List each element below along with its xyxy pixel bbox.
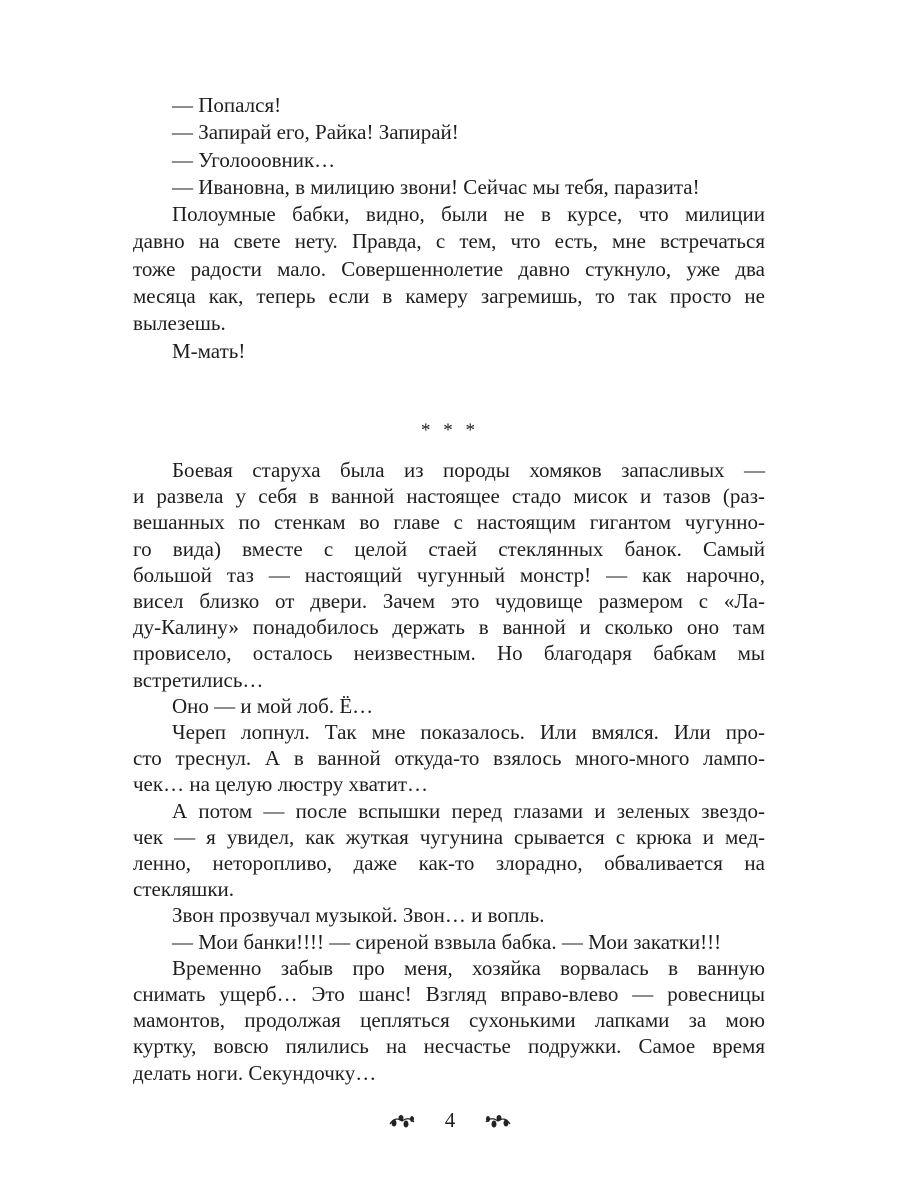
text-line: сто треснул. А в ванной откуда-то взялось много-много лампо- — [133, 746, 765, 771]
text-line: — Ивановна, в милицию звони! Сейчас мы тебя, паразита! — [172, 174, 700, 199]
text-line: куртку, вовсю пялились на несчастье подружки. Самое время — [133, 1034, 765, 1059]
paragraph — [133, 92, 765, 119]
paragraph — [133, 119, 765, 146]
text-line: го вида) вместе с целой стаей стеклянных банок. Самый — [133, 536, 765, 561]
text-line: А потом — после вспышки перед глазами и зеленых звездо- — [172, 798, 765, 823]
text-line: вешанных по стенкам во главе с настоящим гигантом чугунно- — [133, 510, 765, 535]
text-line: ленно, неторопливо, даже как-то злорадно, обваливается на — [133, 851, 765, 876]
text-line: вылезешь. — [133, 311, 226, 336]
leaf-ornament-left-icon — [389, 1112, 415, 1130]
text-line: — Уголооовник… — [172, 147, 336, 172]
text-line: чек — я увидел, как жуткая чугунина срывается с крюка и мед- — [133, 824, 765, 849]
text-line: давно на свете нету. Правда, с тем, что есть, мне встречаться — [133, 229, 765, 254]
section-separator: * * * — [421, 420, 479, 441]
text-line: провисело, осталось неизвестным. Но благодаря бабкам мы — [133, 641, 765, 666]
text-line: месяца как, теперь если в камеру загремишь, то так просто не — [133, 284, 765, 309]
text-line: Оно — и мой лоб. Ё… — [172, 693, 374, 718]
text-line: большой таз — настоящий чугунный монстр! — как нарочно, — [133, 562, 765, 587]
text-line: Череп лопнул. Так мне показалось. Или вмялся. Или про- — [172, 720, 765, 745]
paragraph — [133, 929, 765, 955]
text-line: делать ноги. Секундочку… — [133, 1060, 377, 1085]
paragraph — [133, 902, 765, 928]
text-line: мамонтов, продолжая цепляться сухонькими лапками за мою — [133, 1008, 765, 1033]
text-line: встретились… — [133, 667, 264, 692]
page-number: 4 — [444, 1108, 456, 1132]
text-line: Полоумные бабки, видно, были не в курсе, что милиции — [172, 202, 765, 227]
text-line: снимать ущерб… Это шанс! Взгляд вправо-влево — ровесницы — [133, 982, 765, 1007]
text-line: тоже радости мало. Совершеннолетие давно стукнуло, уже два — [133, 256, 765, 281]
paragraph — [133, 147, 765, 174]
paragraph — [133, 457, 765, 693]
page-footer — [0, 1108, 900, 1133]
paragraph — [133, 955, 765, 1086]
text-block-dialogue — [133, 92, 765, 365]
text-line: ду-Калину» понадобилось держать в ванной и сколько оно там — [133, 615, 765, 640]
paragraph — [133, 719, 765, 798]
paragraph — [133, 174, 765, 201]
text-line: чек… на целую люстру хватит… — [133, 772, 429, 797]
text-line: М-мать! — [172, 338, 246, 363]
paragraph — [133, 201, 765, 337]
paragraph — [133, 693, 765, 719]
text-block-main — [133, 457, 765, 1086]
paragraph — [133, 798, 765, 903]
text-line: висел близко от двери. Зачем это чудовище размером с «Ла- — [133, 589, 765, 614]
text-line: Временно забыв про меня, хозяйка ворвалась в ванную — [172, 955, 765, 980]
leaf-ornament-right-icon — [485, 1112, 511, 1130]
text-line: Боевая старуха была из породы хомяков запасливых — — [172, 458, 765, 482]
text-line: — Попался! — [172, 93, 282, 117]
text-line: Звон прозвучал музыкой. Звон… и вопль. — [172, 903, 545, 928]
text-line: — Мои банки!!!! — сиреной взвыла бабка. — Мои закатки!!! — [172, 929, 722, 954]
text-line: стекляшки. — [133, 877, 235, 902]
paragraph — [133, 338, 765, 365]
text-line: — Запирай его, Райка! Запирай! — [172, 120, 459, 145]
text-line: и развела у себя в ванной настоящее стадо мисок и тазов (раз- — [133, 484, 765, 509]
